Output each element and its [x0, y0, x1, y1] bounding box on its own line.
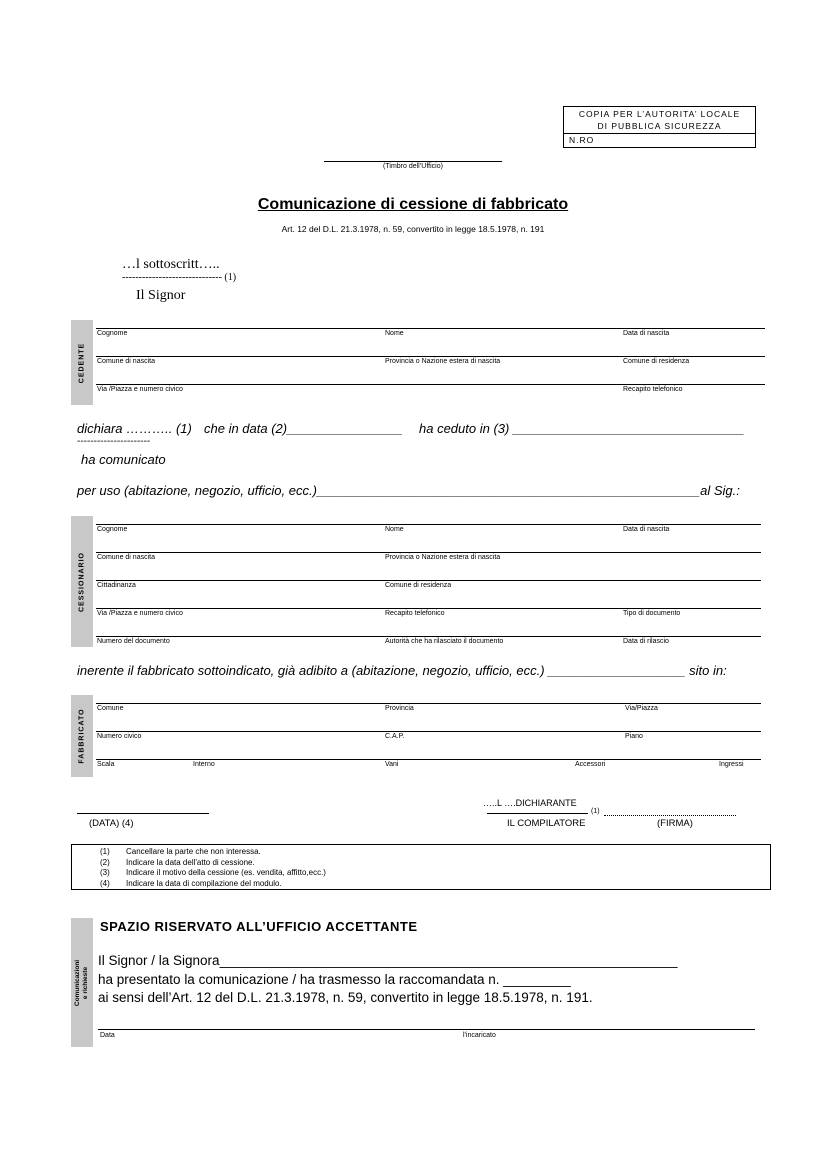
note-item: [100, 868, 326, 879]
firma-line[interactable]: [604, 815, 736, 816]
note-number: (4): [100, 878, 110, 888]
cessionario-field[interactable]: Data di nascita: [623, 526, 670, 533]
cessionario-field[interactable]: Provincia o Nazione estera di nascita: [385, 554, 501, 561]
cedente-field[interactable]: Via /Piazza e numero civico: [97, 386, 183, 393]
cessionario-field[interactable]: Recapito telefonico: [385, 610, 445, 617]
cessionario-field[interactable]: Autorità che ha rilasciato il documento: [385, 638, 504, 645]
ufficio-incaricato-label: l'incaricato: [463, 1032, 496, 1039]
note-1-marker: (1): [591, 808, 600, 815]
ha-comunicato-text: ha comunicato: [81, 452, 166, 467]
ufficio-line-1[interactable]: Il Signor / la Signora_____________________________________________________________: [98, 953, 678, 968]
notes-box: [71, 844, 771, 890]
cessionario-field[interactable]: Cittadinanza: [97, 582, 136, 589]
cedente-label: CEDENTE: [78, 342, 86, 383]
cedente-field[interactable]: Cognome: [97, 330, 128, 337]
date-line[interactable]: [77, 813, 209, 814]
compilatore-label: IL COMPILATORE: [507, 818, 586, 829]
stamp-line: [324, 161, 502, 162]
cessionario-label: CESSIONARIO: [78, 551, 86, 612]
cedente-field[interactable]: Recapito telefonico: [623, 386, 683, 393]
fabbricato-field[interactable]: Numero civico: [97, 733, 142, 740]
fabbricato-field[interactable]: Ingressi: [719, 761, 744, 768]
copy-box-line1: COPIA PER L’AUTORITA’ LOCALE: [578, 109, 741, 119]
intro-signor: Il Signor: [136, 288, 186, 303]
data-cessione-text[interactable]: che in data (2)________________: [204, 421, 403, 436]
fabbricato-field[interactable]: Interno: [193, 761, 215, 768]
note-text: Indicare la data di compilazione del modulo.: [126, 878, 282, 888]
note-text: Indicare la data dell'atto di cessione.: [126, 857, 255, 867]
fabbricato-field[interactable]: Piano: [625, 733, 643, 740]
ufficio-heading: SPAZIO RISERVATO ALL’UFFICIO ACCETTANTE: [100, 919, 418, 934]
cessionario-field[interactable]: Comune di residenza: [385, 582, 452, 589]
copy-box: [563, 106, 756, 148]
cessionario-bar: [71, 516, 93, 647]
cessionario-field[interactable]: Via /Piazza e numero civico: [97, 610, 183, 617]
fabbricato-field[interactable]: Vani: [385, 761, 399, 768]
note-item: [100, 879, 326, 890]
copy-box-nro: N.RO: [569, 135, 595, 145]
cessionario-field[interactable]: Comune di nascita: [97, 554, 155, 561]
cessionario-field[interactable]: Nome: [385, 526, 404, 533]
ufficio-sign-line[interactable]: [98, 1029, 755, 1030]
cedente-field[interactable]: Data di nascita: [623, 330, 670, 337]
note-number: (2): [100, 857, 110, 867]
cedente-field[interactable]: Comune di residenza: [623, 358, 690, 365]
intro-sottoscritto: …l sottoscritt…..: [122, 257, 220, 272]
ufficio-side-label-2: e richieste: [82, 966, 89, 999]
ceduto-in-text[interactable]: ha ceduto in (3) ________________________________: [419, 421, 745, 436]
page-subtitle: Art. 12 del D.L. 21.3.1978, n. 59, convertito in legge 18.5.1978, n. 191: [281, 224, 545, 234]
ufficio-side-label: [74, 959, 90, 1005]
ufficio-bar: [71, 918, 93, 1047]
dichiara-text: dichiara ……….. (1): [77, 421, 192, 436]
fabbricato-bar: [71, 695, 93, 777]
fabbricato-field[interactable]: Provincia: [385, 705, 414, 712]
note-number: (1): [100, 847, 110, 856]
dichiara-dashes: ----------------------: [77, 436, 151, 447]
copy-box-line2: DI PUBBLICA SICUREZZA: [597, 121, 722, 131]
ufficio-line-2[interactable]: ha presentato la comunicazione / ha trasmesso la raccomandata n. _________: [98, 972, 571, 987]
ufficio-side-label-1: Comunicazioni: [74, 959, 81, 1006]
per-uso-text[interactable]: per uso (abitazione, negozio, ufficio, ecc.)_____________________________________________________al Sig.:: [77, 483, 740, 498]
note-item: [100, 847, 326, 858]
cessionario-field[interactable]: Tipo di documento: [623, 610, 681, 617]
fabbricato-field[interactable]: Scala: [97, 761, 115, 768]
cessionario-field[interactable]: Data di rilascio: [623, 638, 669, 645]
cedente-field[interactable]: Comune di nascita: [97, 358, 155, 365]
notes-list: [100, 847, 326, 889]
inerente-text[interactable]: inerente il fabbricato sottoindicato, già adibito a (abitazione, negozio, ufficio, ecc.) ___________________ sito in:: [77, 663, 727, 678]
fabbricato-field[interactable]: Accessori: [575, 761, 606, 768]
stamp-label: (Timbro dell’Ufficio): [383, 163, 443, 170]
cessionario-field[interactable]: Numero del documento: [97, 638, 170, 645]
fabbricato-label: FABBRICATO: [78, 708, 86, 764]
note-text: Cancellare la parte che non interessa.: [126, 847, 261, 856]
ufficio-data-label: Data: [100, 1032, 115, 1039]
fabbricato-field[interactable]: Via/Piazza: [625, 705, 658, 712]
fabbricato-field[interactable]: Comune: [97, 705, 124, 712]
date-label: (DATA) (4): [89, 818, 134, 829]
page-title: Comunicazione di cessione di fabbricato: [257, 196, 569, 213]
note-number: (3): [100, 868, 110, 877]
cedente-field[interactable]: Provincia o Nazione estera di nascita: [385, 358, 501, 365]
note-item: [100, 858, 326, 869]
compilatore-line[interactable]: [487, 813, 588, 814]
note-text: Indicare il motivo della cessione (es. vendita, affitto,ecc.): [126, 868, 326, 877]
ufficio-line-3: ai sensi dell’Art. 12 del D.L. 21.3.1978, n. 59, convertito in legge 18.5.1978, n. 191.: [98, 990, 593, 1005]
firma-label: (FIRMA): [657, 818, 693, 829]
cessionario-field[interactable]: Cognome: [97, 526, 128, 533]
dichiarante-label: …..L ….DICHIARANTE: [483, 798, 577, 808]
cedente-field[interactable]: Nome: [385, 330, 404, 337]
fabbricato-field[interactable]: C.A.P.: [385, 733, 405, 740]
intro-line-note: ------------------------------ (1): [122, 272, 237, 283]
cedente-bar: [71, 320, 93, 405]
